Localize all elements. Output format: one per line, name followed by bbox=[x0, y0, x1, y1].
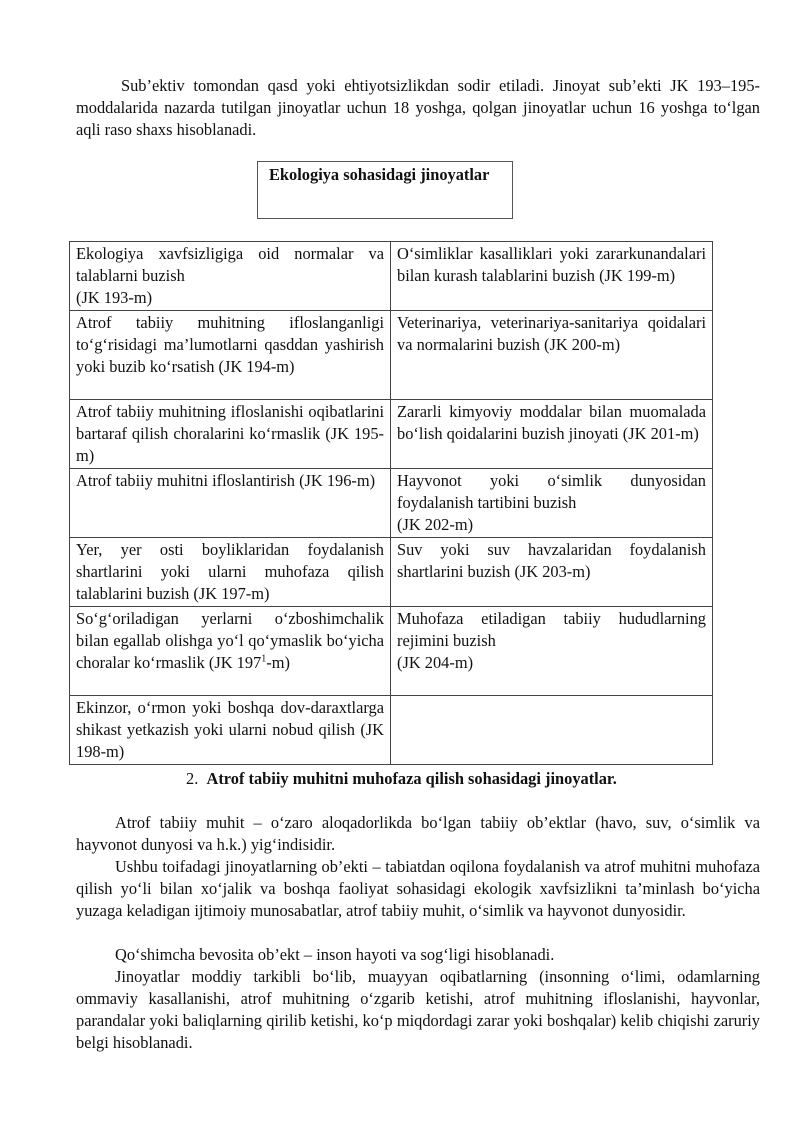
cell-text: Atrof tabiiy muhitni ifloslantirish (JK 196-m) bbox=[76, 471, 376, 490]
cell-text: O‘simliklar kasalliklari yoki zararkunandalari bilan kurash talablarini buzish (JK 199-m) bbox=[397, 244, 706, 285]
cell-text: Yer, yer osti boyliklaridan foydalanish shartlarini yoki ularni muhofaza qilish talablarini buzish (JK 197-m) bbox=[76, 540, 384, 603]
table-cell-left bbox=[70, 242, 391, 311]
table-cell-left bbox=[70, 607, 391, 696]
table-title-box bbox=[257, 161, 513, 219]
cell-text: So‘g‘oriladigan yerlarni o‘zboshimchalik bilan egallab olishga yo‘l qo‘ymaslik bo‘yicha choralar ko‘rmaslik (JK 197 bbox=[76, 609, 384, 672]
cell-text: Zararli kimyoviy moddalar bilan muomalada bo‘lish qoidalarini buzish jinoyati (JK 201-m) bbox=[397, 402, 706, 443]
table-cell-right bbox=[391, 538, 713, 607]
table-cell-right bbox=[391, 400, 713, 469]
table-cell-right bbox=[391, 469, 713, 538]
table-cell-left bbox=[70, 538, 391, 607]
paragraph: Ushbu toifadagi jinoyatlarning ob’ekti – tabiatdan oqilona foydalanish va atrof muhitni muhofaza qilish yo‘li bilan xo‘jalik va boshqa faoliyat sohasidagi ekologik xavfsizlikni ta’minlash bo‘yicha yuzaga keladigan ijtimoiy munosabatlar, atrof tabiiy muhit, o‘simlik va hayvonot dunyosidir. bbox=[76, 857, 760, 920]
table-row bbox=[70, 538, 713, 607]
cell-text: Veterinariya, veterinariya-sanitariya qoidalari va normalarini buzish (JK 200-m) bbox=[397, 313, 706, 354]
table-row bbox=[70, 469, 713, 538]
table-cell-right bbox=[391, 696, 713, 765]
cell-text: Ekologiya xavfsizligiga oid normalar va talablarni buzish (JK 193-m) bbox=[76, 244, 384, 307]
cell-text: Atrof tabiiy muhitning ifloslanishi oqibatlarini bartaraf qilish choralarini ko‘rmaslik (JK 195-m) bbox=[76, 402, 384, 465]
crimes-table bbox=[69, 241, 713, 765]
cell-text: Suv yoki suv havzalaridan foydalanish shartlarini buzish (JK 203-m) bbox=[397, 540, 706, 581]
paragraph: Jinoyatlar moddiy tarkibli bo‘lib, muayyan oqibatlarning (insonning o‘limi, odamlarning ommaviy kasallanishi, atrof muhitning o‘zgarib ketishi, atrof muhitning ifloslanishi, hayvonlar, parandalar yoki baliqlarning qirilib ketishi, ko‘p miqdordagi zarar yoki boshqalar) kelib chiqishi zaruriy belgi hisoblanadi. bbox=[76, 967, 760, 1052]
superscript: 1 bbox=[261, 653, 267, 665]
table-title: Ekologiya sohasidagi jinoyatlar bbox=[269, 165, 490, 184]
table-cell-left bbox=[70, 696, 391, 765]
table-row bbox=[70, 607, 713, 696]
table-cell-right bbox=[391, 311, 713, 400]
table-row bbox=[70, 242, 713, 311]
section-heading bbox=[186, 768, 617, 790]
cell-text: Muhofaza etiladigan tabiiy hududlarning rejimini buzish (JK 204-m) bbox=[397, 609, 706, 672]
cell-text: Atrof tabiiy muhitning ifloslanganligi to‘g‘risidagi ma’lumotlarni qasddan yashirish yoki buzib ko‘rsatish (JK 194-m) bbox=[76, 313, 384, 376]
paragraph: Atrof tabiiy muhit – o‘zaro aloqadorlikda bo‘lgan tabiiy ob’ektlar (havo, suv, o‘simlik va hayvonot dunyosi va h.k.) yig‘indisidir. bbox=[76, 813, 760, 854]
table-cell-left bbox=[70, 311, 391, 400]
table-row bbox=[70, 400, 713, 469]
section-title: Atrof tabiiy muhitni muhofaza qilish sohasidagi jinoyatlar. bbox=[206, 769, 617, 788]
cell-text-tail: -m) bbox=[266, 653, 290, 672]
table-cell-left bbox=[70, 400, 391, 469]
table-row bbox=[70, 696, 713, 765]
table-cell-left bbox=[70, 469, 391, 538]
paragraph: Qo‘shimcha bevosita ob’ekt – inson hayoti va sog‘ligi hisoblanadi. bbox=[115, 945, 555, 964]
table-cell-right bbox=[391, 242, 713, 311]
cell-text: Ekinzor, o‘rmon yoki boshqa dov-daraxtlarga shikast yetkazish yoki ularni nobud qilish (JK 198-m) bbox=[76, 698, 384, 761]
table-cell-right bbox=[391, 607, 713, 696]
cell-text: Hayvonot yoki o‘simlik dunyosidan foydalanish tartibini buzish (JK 202-m) bbox=[397, 471, 706, 534]
intro-paragraph: Sub’ektiv tomondan qasd yoki ehtiyotsizlikdan sodir etiladi. Jinoyat sub’ekti JK 193–195-moddalarida nazarda tutilgan jinoyatlar uchun 18 yoshga, qolgan jinoyatlar uchun 16 yoshga to‘lgan aqli raso shaxs hisoblanadi. bbox=[76, 76, 760, 139]
table-row bbox=[70, 311, 713, 400]
section-number: 2. bbox=[186, 769, 199, 788]
